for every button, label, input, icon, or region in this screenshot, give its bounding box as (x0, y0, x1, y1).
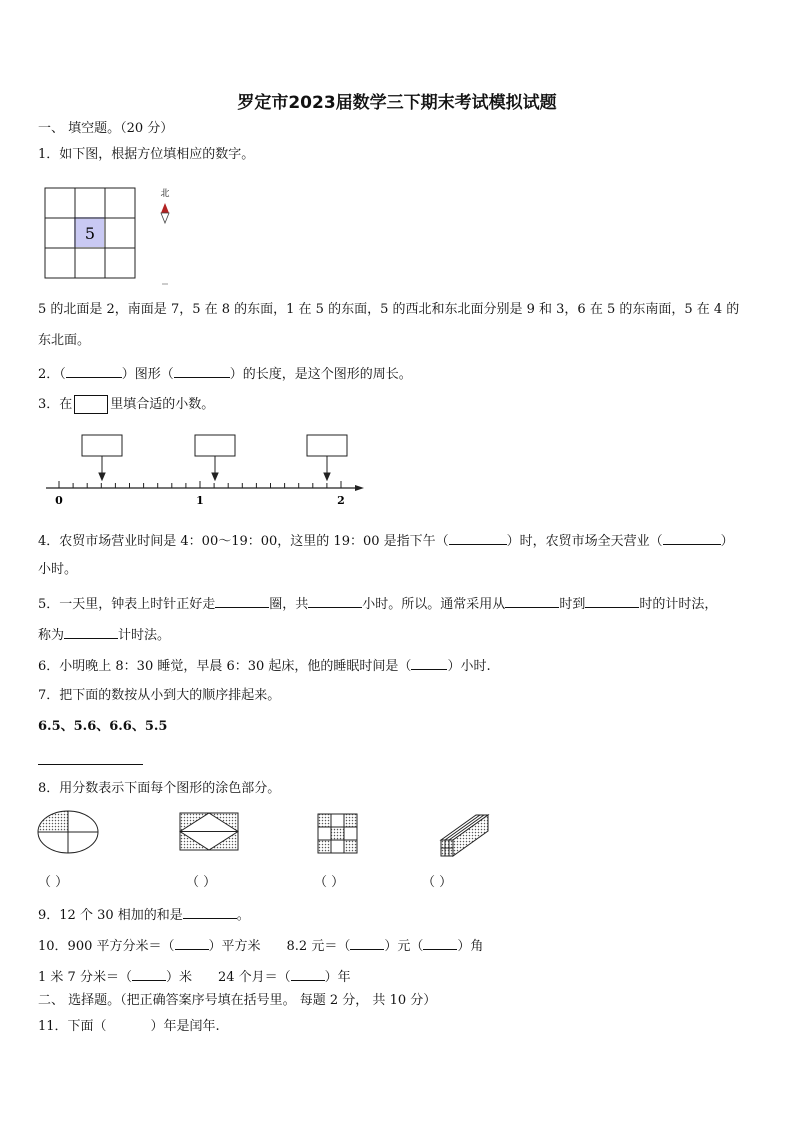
question-8-answer-4[interactable]: （ ） (422, 875, 453, 890)
page-title: 罗定市2023届数学三下期末考试模拟试题 (237, 93, 557, 113)
question-10-blank4[interactable] (132, 966, 166, 981)
question-5-part5: 时的计时法， (639, 597, 718, 612)
question-10-part7: ）米 (165, 970, 192, 985)
section-1-heading: 一、 填空题。（20 分） (38, 121, 174, 136)
shape-diamond-rect (180, 813, 238, 850)
question-5 (38, 593, 717, 614)
question-2-blank2[interactable] (174, 363, 230, 378)
question-10-part1: 10．900 平方分米＝（ (38, 939, 175, 954)
number-line (40, 430, 370, 510)
question-5-part1: 5．一天里，钟表上时针正好走 (38, 597, 216, 612)
number-line-label: 0 (55, 494, 63, 507)
question-5-line2-part1: 称为 (38, 628, 65, 643)
question-4-blank2[interactable] (663, 530, 721, 545)
question-5-blank1[interactable] (215, 593, 269, 608)
question-10-part3: 8.2 元＝（ (286, 939, 351, 954)
question-4-part3: ） (720, 534, 734, 549)
question-6-blank[interactable] (411, 655, 447, 670)
question-1-answer-line2: 东北面。 (38, 333, 91, 348)
question-2-blank1[interactable] (66, 363, 122, 378)
question-11-part2: ）年是闰年. (150, 1019, 220, 1034)
section-2-heading: 二、 选择题。（把正确答案序号填在括号里。 每题 2 分， 共 10 分） (38, 993, 437, 1008)
grid-center-value: 5 (84, 224, 96, 243)
number-line-label: 1 (196, 494, 204, 507)
question-4-blank1[interactable] (449, 530, 507, 545)
question-10-part5: ）角 (457, 939, 484, 954)
question-4-part1: 4．农贸市场营业时间是 4：00～19：00，这里的 19：00 是指下午（ (38, 534, 449, 549)
axis-arrowhead (355, 485, 364, 491)
answer-box-1[interactable] (82, 435, 122, 456)
question-5-line2 (38, 624, 170, 645)
question-3-box (74, 395, 108, 414)
question-2-part2: ）图形（ (121, 367, 174, 382)
shape-grid (318, 814, 357, 853)
question-11 (38, 1018, 220, 1036)
question-10-blank3[interactable] (423, 935, 457, 950)
question-10-part6: 1 米 7 分米＝（ (38, 970, 132, 985)
question-8-text: 8．用分数表示下面每个图形的涂色部分。 (38, 781, 281, 796)
question-10-line2 (38, 966, 351, 987)
question-7-text: 7．把下面的数按从小到大的顺序排起来。 (38, 688, 281, 703)
question-6-part1: 6．小明晚上 8：30 睡觉，早晨 6：30 起床，他的睡眠时间是（ (38, 659, 412, 674)
answer-box-3[interactable] (307, 435, 347, 456)
question-9-part2: 。 (236, 908, 250, 923)
question-5-part2: 圈，共 (269, 597, 309, 612)
question-3 (38, 395, 214, 414)
question-5-blank3[interactable] (505, 593, 559, 608)
question-11-part1: 11．下面（ (38, 1019, 107, 1034)
question-10-line1 (38, 935, 483, 956)
shape-stacked-bars (441, 815, 488, 856)
question-3-part1: 3．在 (38, 397, 73, 412)
question-7-answer-line[interactable] (38, 764, 143, 765)
question-10-part4: ）元（ (384, 939, 424, 954)
pointer-arrowhead (99, 473, 105, 480)
question-2 (38, 363, 412, 384)
question-3-part2: 里填合适的小数。 (110, 397, 215, 412)
question-10-blank1[interactable] (175, 935, 209, 950)
question-5-line2-part2: 计时法。 (118, 628, 171, 643)
question-5-part3: 小时。所以。通常采用从 (362, 597, 506, 612)
question-5-blank2[interactable] (308, 593, 362, 608)
question-8-answer-1[interactable]: （ ） (38, 875, 69, 890)
shape-ellipse (38, 811, 98, 853)
question-7-numbers: 6.5、5.6、6.6、5.5 (38, 719, 168, 734)
compass-icon (155, 186, 175, 286)
question-10-blank2[interactable] (350, 935, 384, 950)
question-5-part4: 时到 (559, 597, 586, 612)
question-10-part2: ）平方米 (208, 939, 261, 954)
question-9-part1: 9．12 个 30 相加的和是 (38, 908, 183, 923)
question-9-blank[interactable] (183, 904, 237, 919)
question-1-answer-line1: 5 的北面是 2，南面是 7，5 在 8 的东面，1 在 5 的东面，5 的西北和东北面分别是 9 和 3，6 在 5 的东南面，5 在 4 的 (38, 302, 740, 317)
compass-south-arrow (161, 213, 169, 223)
question-2-part1: 2．（ (38, 367, 66, 382)
shapes-figure (36, 810, 496, 862)
question-10-blank5[interactable] (291, 966, 325, 981)
question-6 (38, 655, 491, 676)
compass-north-label: 北 (160, 189, 170, 199)
question-1-text: 1．如下图，根据方位填相应的数字。 (38, 147, 255, 162)
question-10-part9: ）年 (324, 970, 351, 985)
question-8-answer-3[interactable]: （ ） (314, 875, 345, 890)
question-9 (38, 904, 250, 925)
direction-grid (44, 187, 138, 279)
pointer-arrowhead (324, 473, 330, 480)
question-2-part3: ）的长度，是这个图形的周长。 (229, 367, 412, 382)
question-4-line2: 小时。 (38, 562, 78, 577)
question-4-part2: ）时，农贸市场全天营业（ (506, 534, 663, 549)
answer-box-2[interactable] (195, 435, 235, 456)
question-5-blank5[interactable] (64, 624, 118, 639)
pointer-arrowhead (212, 473, 218, 480)
question-5-blank4[interactable] (585, 593, 639, 608)
question-6-part2: ）小时. (447, 659, 491, 674)
question-10-part8: 24 个月＝（ (217, 970, 291, 985)
question-8-answer-2[interactable]: （ ） (186, 875, 217, 890)
compass-north-arrow (161, 203, 169, 213)
question-4 (38, 530, 734, 551)
number-line-label: 2 (337, 494, 345, 507)
